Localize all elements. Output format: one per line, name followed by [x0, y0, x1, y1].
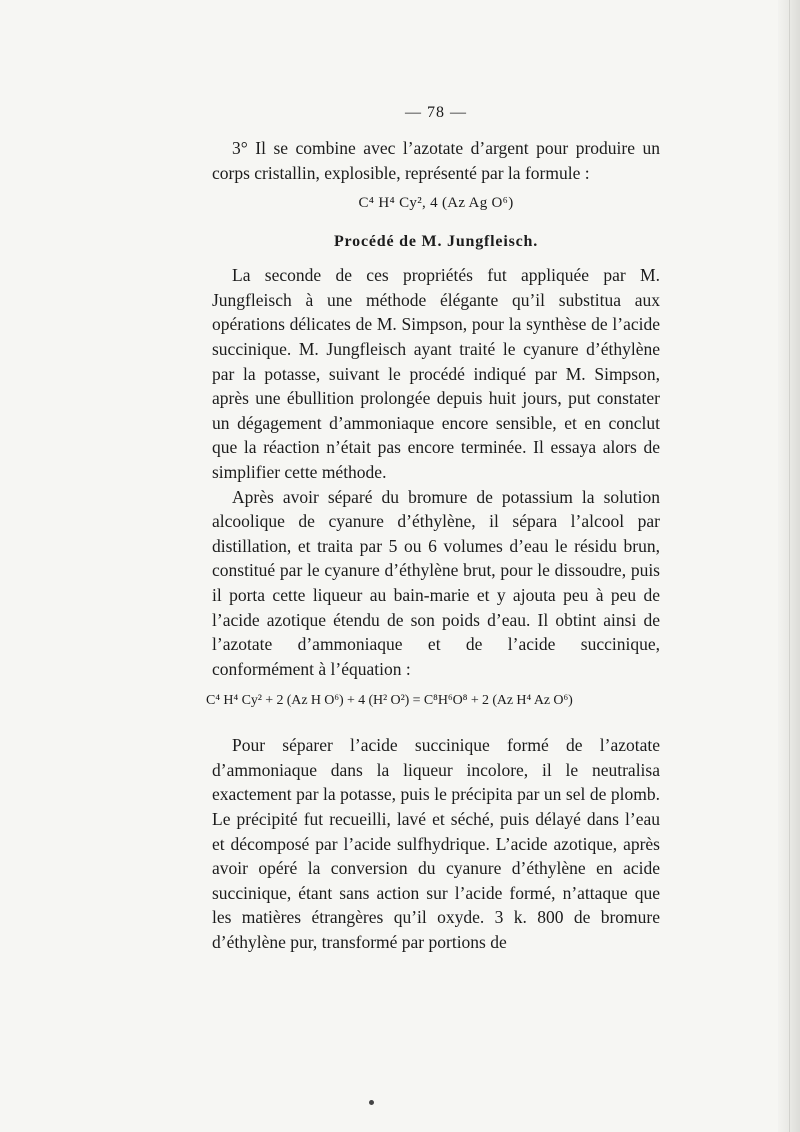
page-content: [206, 104, 660, 955]
paragraph-argent-nitrate: 3° Il se combine avec l’azotate d’argent pour produire un corps cristallin, explosible, représenté par la formule :: [212, 138, 660, 183]
chemical-equation: C⁴ H⁴ Cy² + 2 (Az H O⁶) + 4 (H² O²) = C⁸H⁶O⁸ + 2 (Az H⁴ Az O⁶): [206, 693, 573, 709]
page-fold-line: [789, 0, 790, 1132]
page-number: — 78 —: [405, 104, 467, 121]
paragraph-separation: Pour séparer l’acide succinique formé de l’azotate d’ammoniaque dans la liqueur incolore, il le neutralisa exactement par la potasse, puis le précipita par un sel de plomb. Le précipité fut recueilli, lavé et séché, puis délayé dans l’eau et décomposé par l’acide sulfhydrique. L’acide azotique, après avoir opéré la conversion du cyanure d’éthylène en acide succinique, étant sans action sur l’acide formé, n’attaque que les matières étrangères qu’il oxyde. 3 k. 800 de bromure d’éthylène pur, transformé par portions de: [212, 735, 660, 953]
section-heading: Procédé de M. Jungfleisch.: [333, 233, 539, 251]
formula-explosive-compound: C⁴ H⁴ Cy², 4 (Az Ag O⁶): [358, 195, 514, 212]
paragraph-jungfleisch-method: La seconde de ces propriétés fut appliquée par M. Jungfleisch à une méthode élégante qu’il substitua aux opérations délicates de M. Simpson, pour la synthèse de l’acide succinique. M. Jungfleisch ayant traité le cyanure d’éthylène par la potasse, suivant le procédé indiqué par M. Simpson, après une ébullition prolongée depuis huit jours, put constater un dégagement d’ammoniaque encore sensible, et en conclut que la réaction n’était pas encore terminée. Il essaya alors de simplifier cette méthode.: [212, 265, 660, 482]
ink-dot-mark: [369, 1100, 374, 1105]
paragraph-procedure: Après avoir séparé du bromure de potassium la solution alcoolique de cyanure d’éthylène, il sépara l’alcool par distillation, et traita par 5 ou 6 volumes d’eau le résidu brun, constitué par le cyanure d’éthylène brut, pour le dissoudre, puis il porta cette liqueur au bain-marie et y ajouta peu à peu de l’acide azotique étendu de son poids d’eau. Il obtint ainsi de l’azotate d’ammoniaque et de l’acide succinique, conformément à l’équation :: [212, 486, 660, 679]
